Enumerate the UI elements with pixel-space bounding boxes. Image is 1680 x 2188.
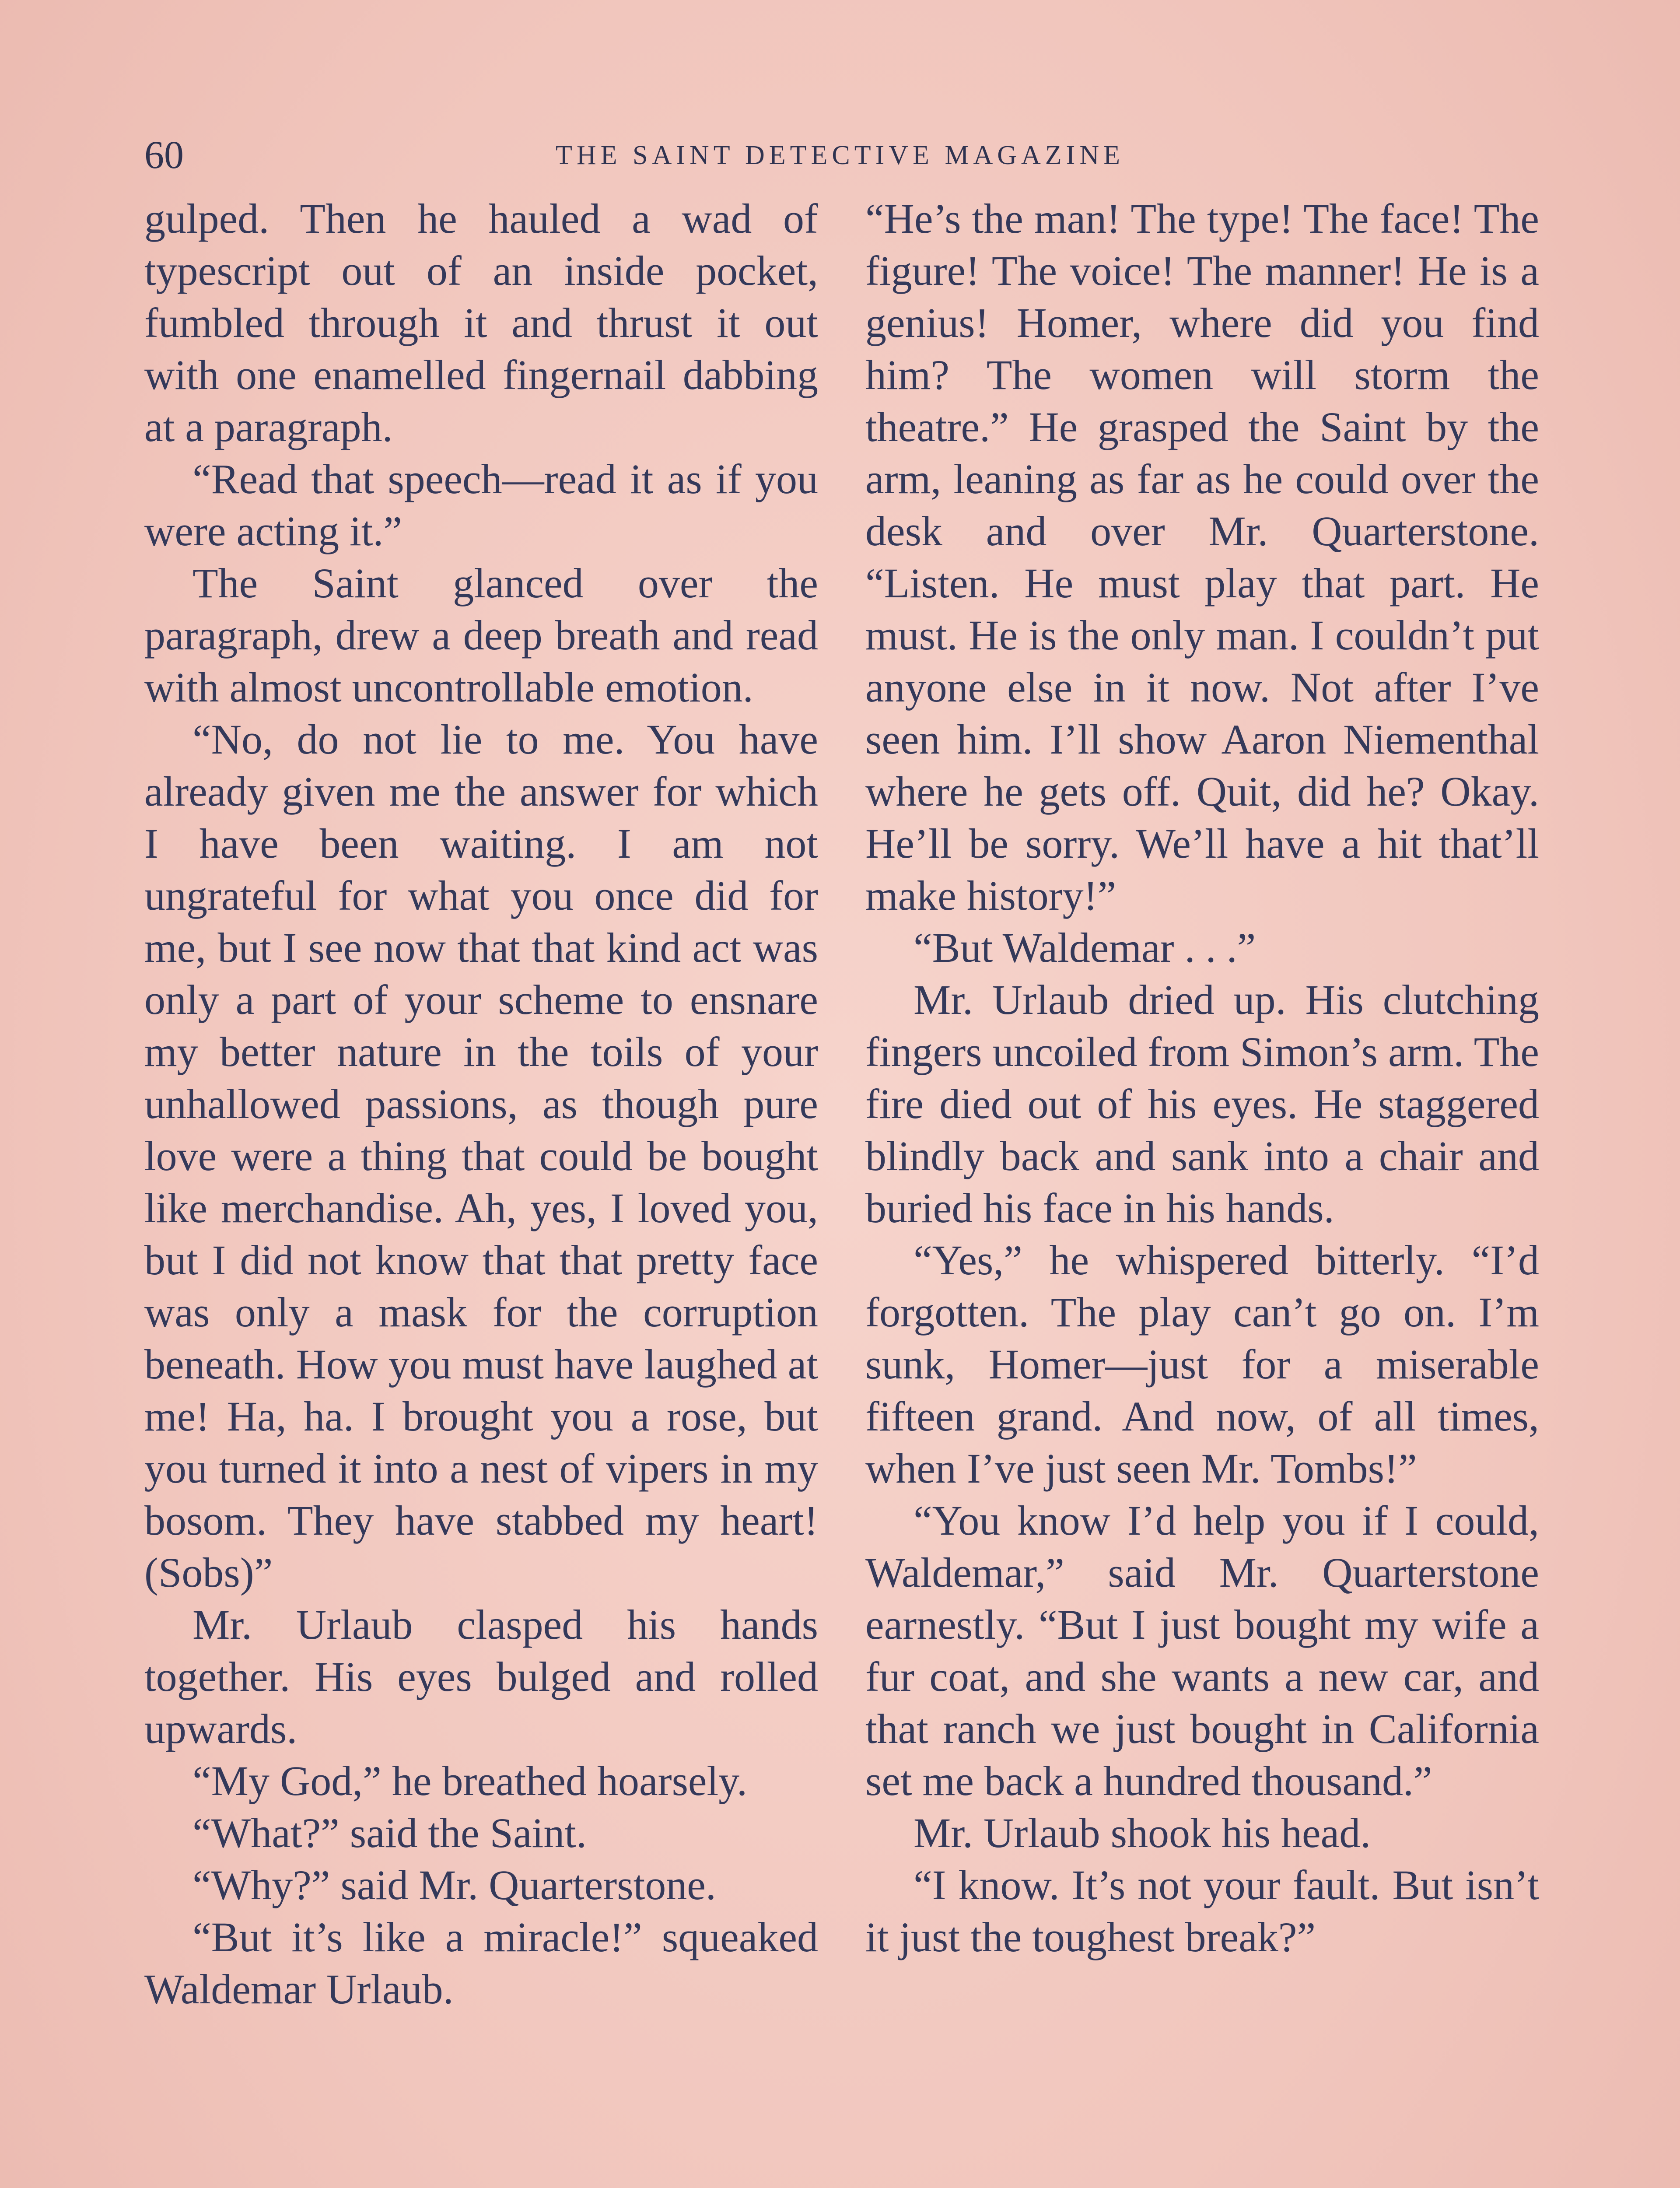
paragraph: Mr. Urlaub shook his head. (914, 1809, 1371, 1856)
magazine-title: THE SAINT DETECTIVE MAGAZINE (556, 140, 1124, 170)
left-column (144, 193, 818, 2015)
right-column (865, 193, 1539, 1963)
paragraph: “He’s the man! The type! The face! The figure! The voice! The manner! He is a genius! Homer, where did you find him? The women will storm the theatre.” He grasped the Saint by the arm, leaning as far as he could over the desk and over Mr. Quarterstone. “Listen. He must play that part. He must. He is the only man. I couldn’t put anyone else in it now. Not after I’ve seen him. I’ll show Aaron Niementhal where he gets off. Quit, did he? Okay. He’ll be sorry. We’ll have a hit that’ll make history!” (865, 195, 1539, 919)
paragraph: “No, do not lie to me. You have already given me the answer for which I have been waiting. I am not ungrateful for what you once did for me, but I see now that that kind act was only a part of your scheme to ensnare my better nature in the toils of your unhallowed passions, as though pure love were a thing that could be bought like merchandise. Ah, yes, I loved you, but I did not know that that pretty face was only a mask for the corruption beneath. How you must have laughed at me! Ha, ha. I brought you a rose, but you turned it into a nest of vipers in my bosom. They have stabbed my heart! (Sobs)” (144, 716, 818, 1596)
paragraph: “Read that speech—read it as if you were acting it.” (144, 456, 818, 554)
paragraph: “What?” said the Saint. (192, 1809, 587, 1856)
paragraph: The Saint glanced over the paragraph, drew a deep breath and read with almost uncontrollable emotion. (144, 560, 818, 711)
paragraph: “I know. It’s not your fault. But isn’t it just the toughest break?” (865, 1862, 1539, 1960)
paragraph: “You know I’d help you if I could, Waldemar,” said Mr. Quarterstone earnestly. “But I just bought my wife a fur coat, and she wants a new car, and that ranch we just bought in California set me back a hundred thousand.” (865, 1497, 1539, 1804)
page-number: 60 (144, 133, 184, 177)
paragraph: gulped. Then he hauled a wad of typescript out of an inside pocket, fumbled through it and thrust it out with one enamelled fingernail dabbing at a paragraph. (144, 195, 818, 450)
paragraph: Mr. Urlaub dried up. His clutching fingers uncoiled from Simon’s arm. The fire died out of his eyes. He staggered blindly back and sank into a chair and buried his face in his hands. (865, 976, 1539, 1231)
running-head (144, 131, 1536, 179)
paragraph: “But Waldemar . . .” (914, 924, 1256, 971)
paragraph: “My God,” he breathed hoarsely. (192, 1757, 747, 1804)
paragraph: “But it’s like a miracle!” squeaked Waldemar Urlaub. (144, 1914, 818, 2013)
paragraph: Mr. Urlaub clasped his hands together. His eyes bulged and rolled upwards. (144, 1601, 818, 1752)
paragraph: “Why?” said Mr. Quarterstone. (192, 1862, 716, 1908)
paragraph: “Yes,” he whispered bitterly. “I’d forgotten. The play can’t go on. I’m sunk, Homer—just for a miserable fifteen grand. And now, of all times, when I’ve just seen Mr. Tombs!” (865, 1237, 1539, 1492)
